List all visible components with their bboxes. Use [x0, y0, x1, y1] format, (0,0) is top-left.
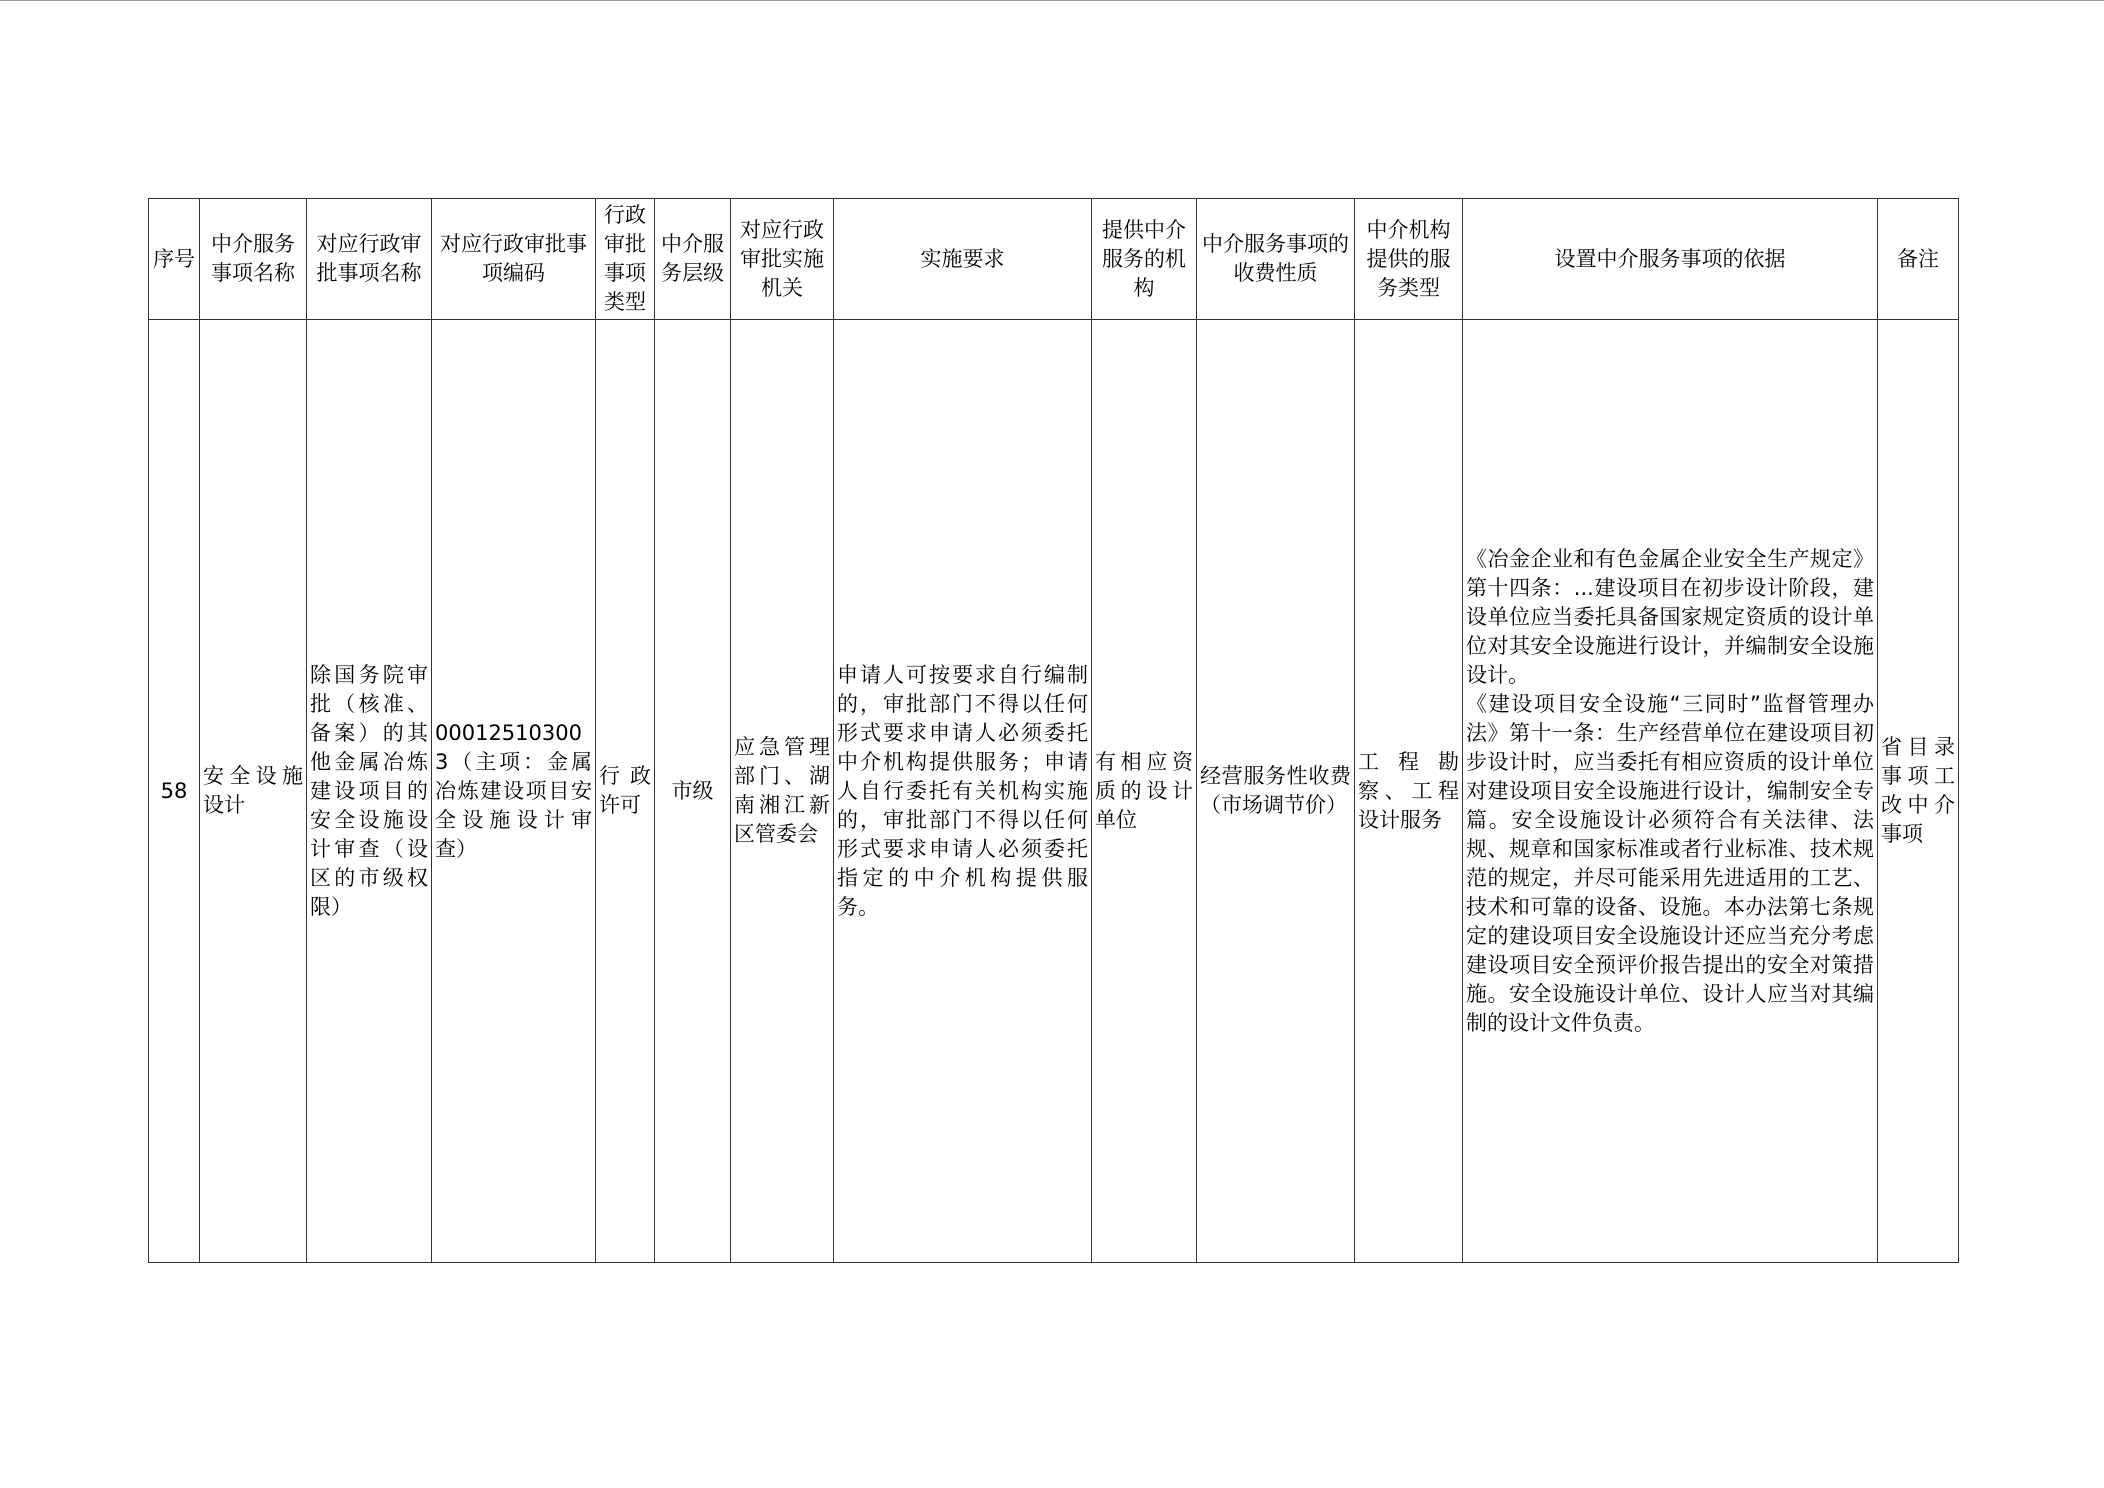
header-approval-type: 行政审批事项类型 — [596, 199, 655, 320]
cell-provider: 有相应资质的设计单位 — [1092, 320, 1197, 1263]
header-agency: 对应行政审批实施机关 — [731, 199, 834, 320]
header-fee-nature: 中介服务事项的收费性质 — [1197, 199, 1355, 320]
header-row — [149, 199, 1959, 320]
cell-agency: 应急管理部门、湖南湘江新区管委会 — [731, 320, 834, 1263]
header-requirements: 实施要求 — [834, 199, 1092, 320]
header-remark: 备注 — [1878, 199, 1959, 320]
basis-paragraph-2: 《建设项目安全设施“三同时”监督管理办法》第十一条：生产经营单位在建设项目初步设计时，应当委托有相应资质的设计单位对建设项目安全设施进行设计，编制安全专篇。安全设施设计必须符合有关法律、法规、规章和国家标准或者行业标准、技术规范的规定，并尽可能采用先进适用的工艺、技术和可靠的设备、设施。本办法第七条规定的建设项目安全设施设计还应当充分考虑建设项目安全预评价报告提出的安全对策措施。安全设施设计单位、设计人应当对其编制的设计文件负责。 — [1466, 691, 1874, 1035]
cell-approval-name: 除国务院审批（核准、备案）的其他金属冶炼建设项目的安全设施设计审查（设区的市级权限） — [307, 320, 432, 1263]
cell-approval-code: 000125103003（主项：金属冶炼建设项目安全设施设计审查） — [432, 320, 596, 1263]
header-service-name: 中介服务事项名称 — [200, 199, 307, 320]
cell-service-name: 安全设施设计 — [200, 320, 307, 1263]
cell-approval-type: 行政许可 — [596, 320, 655, 1263]
header-seq: 序号 — [149, 199, 200, 320]
header-service-level: 中介服务层级 — [655, 199, 731, 320]
cell-requirements: 申请人可按要求自行编制的，审批部门不得以任何形式要求申请人必须委托中介机构提供服务；申请人自行委托有关机构实施的，审批部门不得以任何形式要求申请人必须委托指定的中介机构提供服务。 — [834, 320, 1092, 1263]
cell-basis — [1463, 320, 1878, 1263]
cell-service-level: 市级 — [655, 320, 731, 1263]
header-basis: 设置中介服务事项的依据 — [1463, 199, 1878, 320]
header-approval-name: 对应行政审批事项名称 — [307, 199, 432, 320]
cell-remark: 省目录事项工改中介事项 — [1878, 320, 1959, 1263]
header-service-type: 中介机构提供的服务类型 — [1355, 199, 1463, 320]
cell-fee-nature: 经营服务性收费（市场调节价） — [1197, 320, 1355, 1263]
table-row — [149, 320, 1959, 1263]
cell-service-type: 工程勘察、工程设计服务 — [1355, 320, 1463, 1263]
header-provider: 提供中介服务的机构 — [1092, 199, 1197, 320]
basis-paragraph-1: 《冶金企业和有色金属企业安全生产规定》第十四条：...建设项目在初步设计阶段，建设单位应当委托具备国家规定资质的设计单位对其安全设施进行设计，并编制安全设施设计。 — [1466, 546, 1874, 687]
intermediary-service-table — [148, 198, 1959, 1263]
header-approval-code: 对应行政审批事项编码 — [432, 199, 596, 320]
cell-seq: 58 — [149, 320, 200, 1263]
